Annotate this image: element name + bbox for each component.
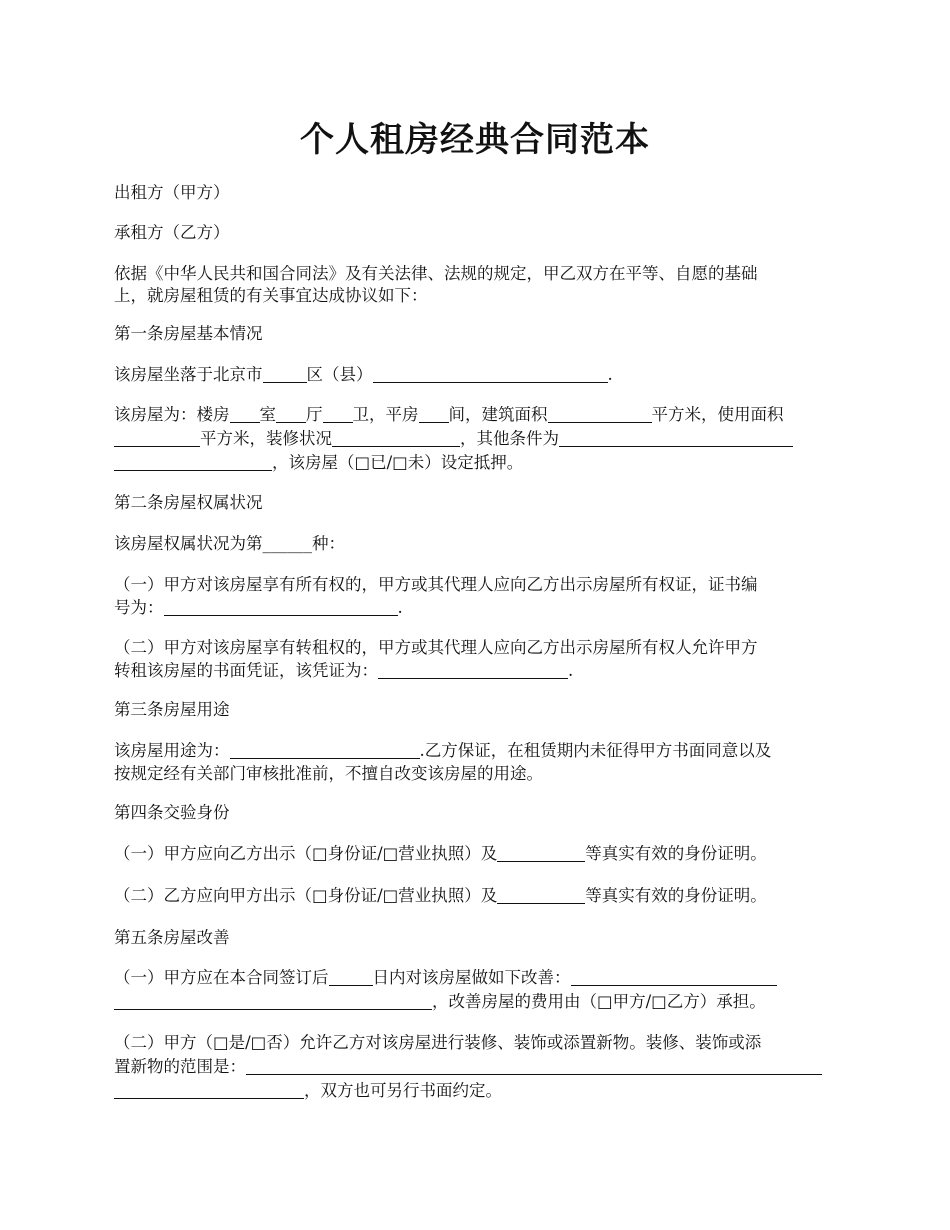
article-2-item-1-line-2 [114,596,844,620]
use-text: 该房屋用途为： [114,741,230,760]
item-text: ，双方也可另行书面约定。 [304,1081,502,1100]
lessor-id-blank [497,844,585,862]
renovation-scope-blank-2 [114,1081,304,1099]
desc-text: 室 [259,405,276,424]
item-end: . [397,598,403,617]
article-1-desc-line-3 [114,451,844,475]
voucher-blank [378,661,568,679]
desc-text: 平方米，使用面积 [651,405,784,424]
building-area-blank [548,405,652,423]
article-3-use-line-2: 按规定经有关部门审核批准前，不擅自改变该房屋的用途。 [114,764,543,783]
article-3-use-line-1 [114,739,844,763]
item-text: 号为： [114,598,164,617]
article-1-heading: 第一条房屋基本情况 [114,324,263,343]
bungalow-rooms-blank [419,405,449,423]
item-text: 等真实有效的身份证明。 [585,844,767,863]
rooms-blank [230,405,260,423]
preamble-line-2: 上，就房屋租赁的有关事宜达成协议如下： [114,286,428,305]
other-conditions-blank [559,429,793,447]
status-text: 种： [312,534,345,553]
article-5-item-1-line-2 [114,990,844,1014]
article-2-item-1-line-1: （一）甲方对该房屋享有所有权的，甲方或其代理人应向乙方出示房屋所有权证，证书编 [114,575,758,594]
item-text: （一）甲方应在本合同签订后 [114,968,329,987]
item-text: 日内对该房屋做如下改善： [372,968,571,987]
days-blank [329,968,373,986]
desc-text: 间，建筑面积 [448,405,548,424]
baths-blank [323,405,353,423]
article-2-item-2-line-2 [114,659,844,683]
preamble-line-1: 依据《中华人民共和国合同法》及有关法律、法规的规定，甲乙双方在平等、自愿的基础 [114,264,758,283]
item-end: . [568,661,574,680]
use-text: .乙方保证，在租赁期内未征得甲方书面同意以及 [419,741,772,760]
improvements-blank-2 [114,992,432,1010]
article-2-status [114,532,844,556]
article-5-item-2-line-1: （二）甲方（□是/□否）允许乙方对该房屋进行装修、装饰或添置新物。装修、装饰或添 [114,1033,762,1052]
article-4-heading: 第四条交验身份 [114,803,230,822]
lessee-line: 承租方（乙方） [114,223,230,242]
document-title: 个人租房经典合同范本 [300,120,650,160]
halls-blank [276,405,306,423]
certificate-number-blank [164,598,398,616]
item-text: （一）甲方应向乙方出示（□身份证/□营业执照）及 [114,844,498,863]
item-text: 转租该房屋的书面凭证，该凭证为： [114,661,378,680]
article-3-heading: 第三条房屋用途 [114,700,230,719]
article-5-item-2-line-3 [114,1079,844,1103]
desc-text: 该房屋为：楼房 [114,405,230,424]
article-5-heading: 第五条房屋改善 [114,928,230,947]
item-text: 置新物的范围是： [114,1057,246,1076]
article-2-item-2-line-1: （二）甲方对该房屋享有转租权的，甲方或其代理人应向乙方出示房屋所有权人允许甲方 [114,638,758,657]
article-1-desc-line-2 [114,427,844,451]
desc-text: ，其他条件为 [460,429,559,448]
decoration-blank [332,429,460,447]
article-5-item-1-line-1 [114,966,844,990]
location-end: . [607,365,613,384]
location-text: 区（县） [306,365,373,384]
item-text: ，改善房屋的费用由（□甲方/□乙方）承担。 [432,992,766,1011]
location-text: 该房屋坐落于北京市 [114,365,263,384]
item-text: （二）乙方应向甲方出示（□身份证/□营业执照）及 [114,886,498,905]
use-blank [230,741,420,759]
improvements-blank [571,968,777,986]
renovation-scope-blank [246,1057,822,1075]
address-blank [373,365,608,383]
desc-text: 平方米，装修状况 [200,429,332,448]
desc-text: 卫，平房 [352,405,419,424]
status-blank: ______ [262,534,312,553]
article-5-item-2-line-2 [114,1055,844,1079]
status-text: 该房屋权属状况为第 [114,534,263,553]
article-4-item-1 [114,842,844,866]
usable-area-blank [114,429,200,447]
article-2-heading: 第二条房屋权属状况 [114,493,263,512]
lessor-line: 出租方（甲方） [114,183,230,202]
district-blank [263,365,307,383]
article-1-location [114,363,844,387]
article-4-item-2 [114,884,844,908]
lessee-id-blank [497,886,585,904]
desc-text: 厅 [306,405,323,424]
item-text: 等真实有效的身份证明。 [585,886,767,905]
article-1-desc-line-1 [114,403,844,427]
other-conditions-blank-2 [114,453,272,471]
desc-text: ，该房屋（□已/□未）设定抵押。 [272,453,524,472]
